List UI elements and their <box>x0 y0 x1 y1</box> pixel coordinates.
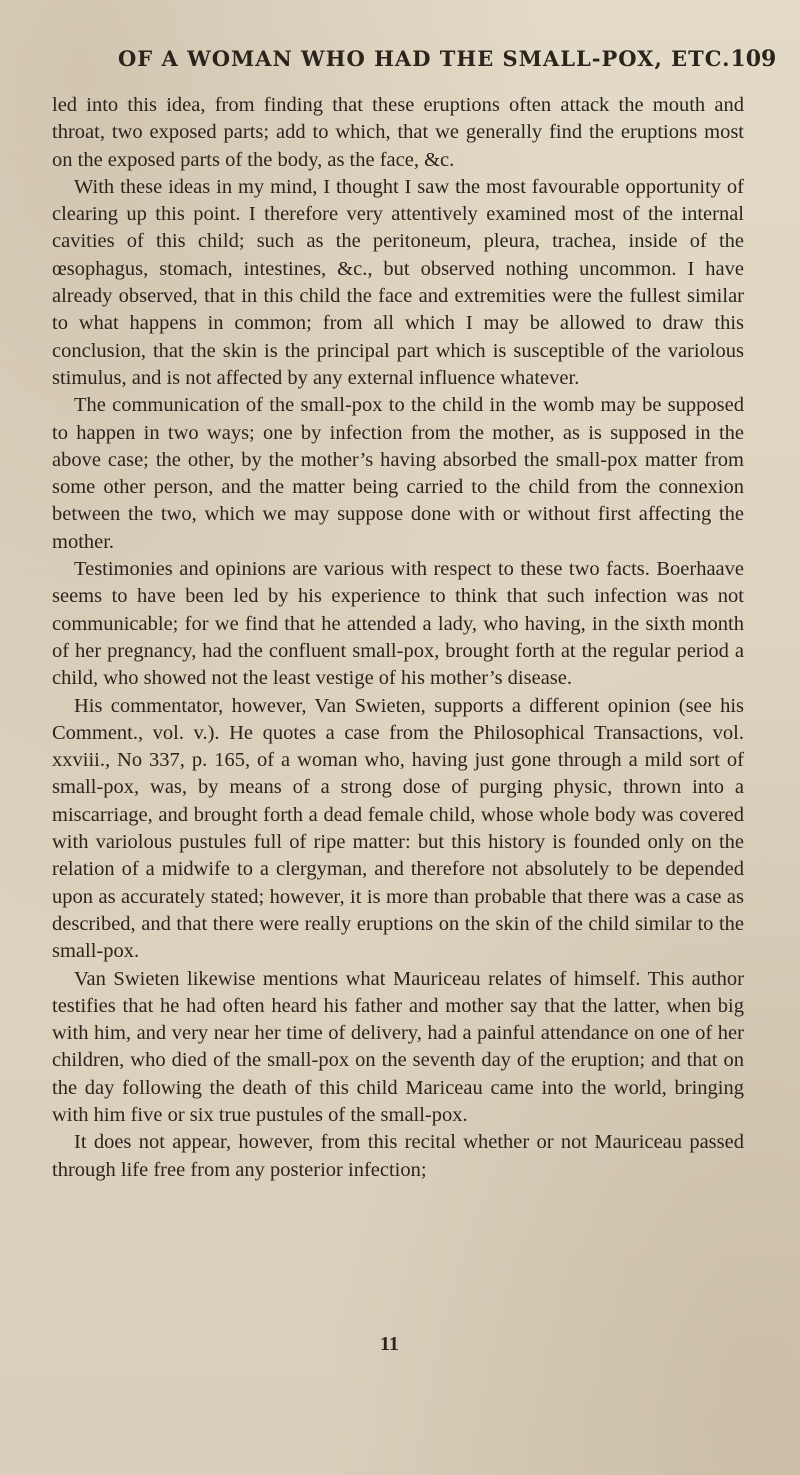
paragraph-7: It does not appear, however, from this recital whether or not Mauriceau passed through life free from any posterior infection; <box>52 1131 744 1181</box>
body-text <box>52 92 744 1184</box>
paragraph-2: With these ideas in my mind, I thought I saw the most favourable opportunity of clearing up this point. I therefore very attentively examined most of the internal cavities of this child; such as the peritoneum, pleura, trachea, inside of the œsophagus, stomach, intestines, &c., but observed nothing uncommon. I have already observed, that in this child the face and extremities were the fullest similar to what happens in common; from all which I may be allowed to draw this conclusion, that the skin is the principal part which is susceptible of the variolous stimulus, and is not affected by any external influence whatever. <box>52 175 744 389</box>
paragraph-6: Van Swieten likewise mentions what Mauriceau relates of himself. This author testifies that he had often heard his father and mother say that the latter, when big with him, and very near her time of delivery, had a painful attendance on one of her children, who died of the small-pox on the seventh day of the eruption; and that on the day following the death of this child Mariceau came into the world, bringing with him five or six true pustules of the small-pox. <box>52 967 744 1126</box>
paragraph-3: The communication of the small-pox to the child in the womb may be supposed to happen in two ways; one by infection from the mother, as is supposed in the above case; the other, by the mother’s having absorbed the small-pox matter from some other person, and the matter being carried to the child from the connexion between the two, which we may suppose done with or without first affecting the mother. <box>52 394 744 553</box>
paragraph-5: His commentator, however, Van Swieten, supports a different opinion (see his Comment., vol. v.). He quotes a case from the Philosophical Transactions, vol. xxviii., No 337, p. 165, of a woman who, having just gone through a mild sort of small-pox, was, by means of a strong dose of purging physic, thrown into a miscarriage, and brought forth a dead female child, whose whole body was covered with variolous pustules full of ripe matter: but this history is founded only on the relation of a midwife to a clergyman, and therefore not absolutely to be depended upon as accurately stated; however, it is more than probable that there was a case as described, and that there were really eruptions on the skin of the child similar to the small-pox. <box>52 694 744 963</box>
running-head: OF A WOMAN WHO HAD THE SMALL-POX, ETC. <box>118 46 731 71</box>
page-number: 109 <box>730 46 777 72</box>
paragraph-1: led into this idea, from finding that these eruptions often attack the mouth and throat, two exposed parts; add to which, that we generally find the eruptions most on the exposed parts of the body, as the face, &c. <box>52 94 744 171</box>
page-header <box>118 46 777 72</box>
signature-mark: 11 <box>380 1333 399 1355</box>
paragraph-4: Testimonies and opinions are various with respect to these two facts. Boerhaave seems to have been led by his experience to think that such infection was not communicable; for we find that he attended a lady, who having, in the sixth month of her pregnancy, had the confluent small-pox, brought forth at the regular period a child, who showed not the least vestige of his mother’s disease. <box>52 558 744 690</box>
